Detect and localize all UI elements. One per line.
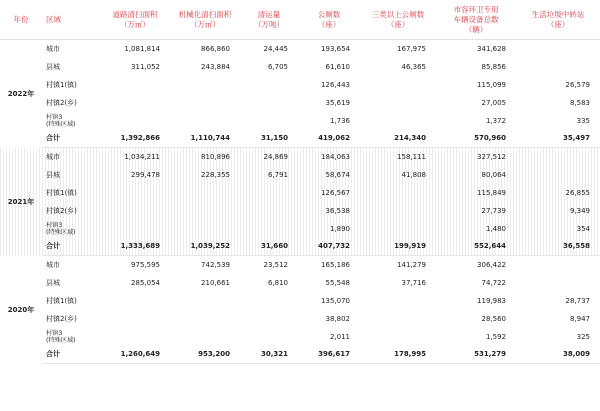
class3-toilets-cell [360,328,436,346]
year-cell: 2021年 [7,197,35,206]
mechanized-sweeping-cell: 953,200 [170,346,240,364]
area-cell [42,256,100,274]
table-row [0,184,600,202]
public-toilets-cell: 36,538 [325,206,350,215]
area-cell [42,292,100,310]
class3-toilets-cell [360,94,436,112]
road-sweeping-cell: 1,081,814 [124,44,160,53]
table-row [0,310,600,328]
area-label-line: 县城 [46,170,60,179]
area-label-line: 村镇2(乡) [46,206,77,215]
collection-volume-cell [240,328,298,346]
vehicles-cell: 531,279 [436,346,516,364]
road-sweeping-cell [100,202,170,220]
collection-volume-cell: 30,321 [240,346,298,364]
transfer-stations-cell [516,148,600,166]
header-label-line: （座） [317,19,341,29]
area-cell [42,94,100,112]
total-row [0,238,600,256]
header-label-line: 年份 [13,14,29,24]
area-cell [42,148,100,166]
header-label-line: （万吨） [254,19,284,29]
area-cell [42,112,100,130]
public-toilets-cell: 2,011 [329,332,350,341]
mechanized-sweeping-cell [170,94,240,112]
mechanized-sweeping-cell [170,76,240,94]
public-toilets-cell: 55,548 [325,278,350,287]
mechanized-sweeping-cell: 810,896 [201,152,230,161]
vehicles-cell: 27,005 [481,98,506,107]
collection-volume-cell [240,220,298,238]
mechanized-sweeping-cell: 1,110,744 [170,130,240,148]
public-toilets-cell: 61,610 [325,62,350,71]
class3-toilets-cell [360,76,436,94]
class3-toilets-cell [360,220,436,238]
class3-toilets-cell: 199,919 [360,238,436,256]
transfer-stations-cell: 28,737 [565,296,590,305]
table-row [0,148,600,166]
vehicles-cell: 27,739 [481,206,506,215]
area-label-line: (特殊区域) [46,228,76,236]
public-toilets-cell: 165,186 [321,260,350,269]
class3-toilets-cell: 158,111 [397,152,426,161]
collection-volume-cell: 31,660 [240,238,298,256]
table-row [0,40,600,58]
transfer-stations-cell: 9,349 [569,206,590,215]
mechanized-sweeping-cell [170,292,240,310]
area-cell [42,202,100,220]
table-row [0,256,600,274]
area-label-line: (特殊区域) [46,336,76,344]
area-label-line: (特殊区域) [46,120,76,128]
road-sweeping-cell: 1,392,866 [100,130,170,148]
transfer-stations-cell [516,58,600,76]
header-label-line: （辆） [464,24,488,34]
total-row [0,346,600,364]
class3-toilets-cell: 37,716 [401,278,426,287]
header-sanitation-vehicles [436,0,516,40]
mechanized-sweeping-cell: 742,539 [201,260,230,269]
road-sweeping-cell: 285,054 [131,278,160,287]
road-sweeping-cell: 1,034,211 [124,152,160,161]
collection-volume-cell: 23,512 [263,260,288,269]
public-toilets-cell: 184,063 [321,152,350,161]
area-cell [42,40,100,58]
public-toilets-cell: 419,062 [298,130,360,148]
collection-volume-cell [240,184,298,202]
table-row [0,166,600,184]
public-toilets-cell: 1,736 [329,116,350,125]
header-label-line: 生活垃圾中转站 [531,9,585,19]
table-row [0,76,600,94]
vehicles-cell: 1,372 [485,116,506,125]
collection-volume-cell: 6,791 [267,170,288,179]
header-label-line: （座） [386,19,410,29]
area-cell [42,346,100,364]
vehicles-cell: 85,856 [481,62,506,71]
area-label-line: 村镇2(乡) [46,314,77,323]
collection-volume-cell: 6,810 [267,278,288,287]
class3-toilets-cell [360,184,436,202]
public-toilets-cell: 407,732 [298,238,360,256]
area-label-line: 村镇3 [46,329,63,337]
transfer-stations-cell: 354 [576,224,590,233]
table-row [0,58,600,76]
collection-volume-cell: 24,445 [263,44,288,53]
header-row [0,0,600,40]
transfer-stations-cell: 36,558 [516,238,600,256]
collection-volume-cell [240,112,298,130]
road-sweeping-cell: 1,333,689 [100,238,170,256]
table-row [0,328,600,346]
class3-toilets-cell [360,292,436,310]
area-label-line: 村镇1(镇) [46,80,77,89]
header-year [0,0,42,40]
vehicles-cell: 28,560 [481,314,506,323]
vehicles-cell: 1,480 [485,224,506,233]
mechanized-sweeping-cell [170,220,240,238]
road-sweeping-cell [100,94,170,112]
road-sweeping-cell [100,184,170,202]
vehicles-cell: 341,628 [477,44,506,53]
transfer-stations-cell: 8,947 [569,314,590,323]
class3-toilets-cell: 214,340 [360,130,436,148]
road-sweeping-cell: 1,260,649 [100,346,170,364]
header-label-line: （座） [546,19,570,29]
mechanized-sweeping-cell [170,112,240,130]
area-cell [42,274,100,292]
header-public-toilets [298,0,360,40]
class3-toilets-cell: 46,365 [401,62,426,71]
area-label-line: 村镇1(镇) [46,188,77,197]
road-sweeping-cell: 975,595 [131,260,160,269]
mechanized-sweeping-cell [170,202,240,220]
vehicles-cell: 115,099 [477,80,506,89]
public-toilets-cell: 35,619 [325,98,350,107]
header-label-line: 区域 [46,14,61,24]
mechanized-sweeping-cell [170,310,240,328]
area-label-line: 县城 [46,62,60,71]
vehicles-cell: 115,849 [477,188,506,197]
table-body [0,40,600,364]
area-label-line: 合计 [46,134,60,143]
header-label-line: 机械化清扫面积 [178,9,232,19]
header-label-line: 市容环卫专用 [453,4,499,14]
vehicles-cell: 552,644 [436,238,516,256]
header-collection-volume [240,0,298,40]
class3-toilets-cell: 41,808 [401,170,426,179]
header-label-line: 道路清扫面积 [112,9,158,19]
class3-toilets-cell: 141,279 [397,260,426,269]
public-toilets-cell: 38,802 [325,314,350,323]
vehicles-cell: 570,960 [436,130,516,148]
road-sweeping-cell [100,292,170,310]
table-row [0,94,600,112]
area-label-line: 城市 [46,152,60,161]
vehicles-cell: 1,592 [485,332,506,341]
road-sweeping-cell [100,220,170,238]
transfer-stations-cell [516,40,600,58]
transfer-stations-cell: 325 [576,332,590,341]
area-cell [42,328,100,346]
header-label-line: 三类以上公厕数 [371,9,425,19]
collection-volume-cell: 24,869 [263,152,288,161]
class3-toilets-cell: 167,975 [397,44,426,53]
vehicles-cell: 80,064 [481,170,506,179]
table-row [0,112,600,130]
collection-volume-cell [240,94,298,112]
area-cell [42,238,100,256]
year-cell: 2020年 [7,305,35,314]
header-road-sweeping-area [100,0,170,40]
area-label-line: 合计 [46,350,60,359]
vehicles-cell: 119,983 [477,296,506,305]
class3-toilets-cell: 178,995 [360,346,436,364]
area-label-line: 城市 [46,260,60,269]
header-area [42,0,100,40]
road-sweeping-cell: 299,478 [131,170,160,179]
area-cell [42,310,100,328]
public-toilets-cell: 1,890 [329,224,350,233]
public-toilets-cell: 126,567 [321,188,350,197]
table-row [0,274,600,292]
vehicles-cell: 306,422 [477,260,506,269]
transfer-stations-cell: 26,855 [565,188,590,197]
header-mechanized-sweeping-area [170,0,240,40]
table-row [0,202,600,220]
table-row [0,292,600,310]
road-sweeping-cell [100,310,170,328]
area-label-line: 村镇2(乡) [46,98,77,107]
area-cell [42,58,100,76]
transfer-stations-cell: 38,009 [516,346,600,364]
class3-toilets-cell [360,112,436,130]
area-label-line: 村镇3 [46,221,63,229]
transfer-stations-cell [516,274,600,292]
collection-volume-cell [240,310,298,328]
transfer-stations-cell [516,256,600,274]
transfer-stations-cell: 8,583 [569,98,590,107]
header-label-line: 公厕数 [317,9,341,19]
public-toilets-cell: 396,617 [298,346,360,364]
mechanized-sweeping-cell: 1,039,252 [170,238,240,256]
mechanized-sweeping-cell: 210,661 [201,278,230,287]
area-label-line: 城市 [46,44,60,53]
vehicles-cell: 327,512 [477,152,506,161]
road-sweeping-cell [100,112,170,130]
mechanized-sweeping-cell [170,184,240,202]
year-cell: 2022年 [7,89,35,98]
area-cell [42,220,100,238]
collection-volume-cell [240,202,298,220]
public-toilets-cell: 58,674 [325,170,350,179]
mechanized-sweeping-cell: 866,860 [201,44,230,53]
road-sweeping-cell [100,76,170,94]
public-toilets-cell: 135,070 [321,296,350,305]
header-label-line: 车辆设备总数 [453,14,499,24]
header-label-line: （万㎡） [190,19,220,29]
area-cell [42,166,100,184]
public-toilets-cell: 126,443 [321,80,350,89]
transfer-stations-cell [516,166,600,184]
class3-toilets-cell [360,202,436,220]
area-label-line: 村镇1(镇) [46,296,77,305]
transfer-stations-cell: 26,579 [565,80,590,89]
area-cell [42,76,100,94]
area-label-line: 县城 [46,278,60,287]
mechanized-sweeping-cell [170,328,240,346]
table-header [0,0,600,40]
total-row [0,130,600,148]
header-label-line: （万㎡） [120,19,150,29]
mechanized-sweeping-cell: 228,355 [201,170,230,179]
area-label-line: 村镇3 [46,113,63,121]
collection-volume-cell [240,76,298,94]
public-toilets-cell: 193,654 [321,44,350,53]
class3-toilets-cell [360,310,436,328]
collection-volume-cell [240,292,298,310]
header-transfer-stations [516,0,600,40]
header-label-line: 清运量 [257,9,281,19]
transfer-stations-cell: 335 [576,116,590,125]
area-label-line: 合计 [46,242,60,251]
collection-volume-cell: 31,150 [240,130,298,148]
table-row [0,220,600,238]
collection-volume-cell: 6,705 [267,62,288,71]
road-sweeping-cell: 311,052 [131,62,160,71]
transfer-stations-cell: 35,497 [516,130,600,148]
road-sweeping-cell [100,328,170,346]
header-class3-toilets [360,0,436,40]
vehicles-cell: 74,722 [481,278,506,287]
area-cell [42,184,100,202]
mechanized-sweeping-cell: 243,884 [201,62,230,71]
area-cell [42,130,100,148]
